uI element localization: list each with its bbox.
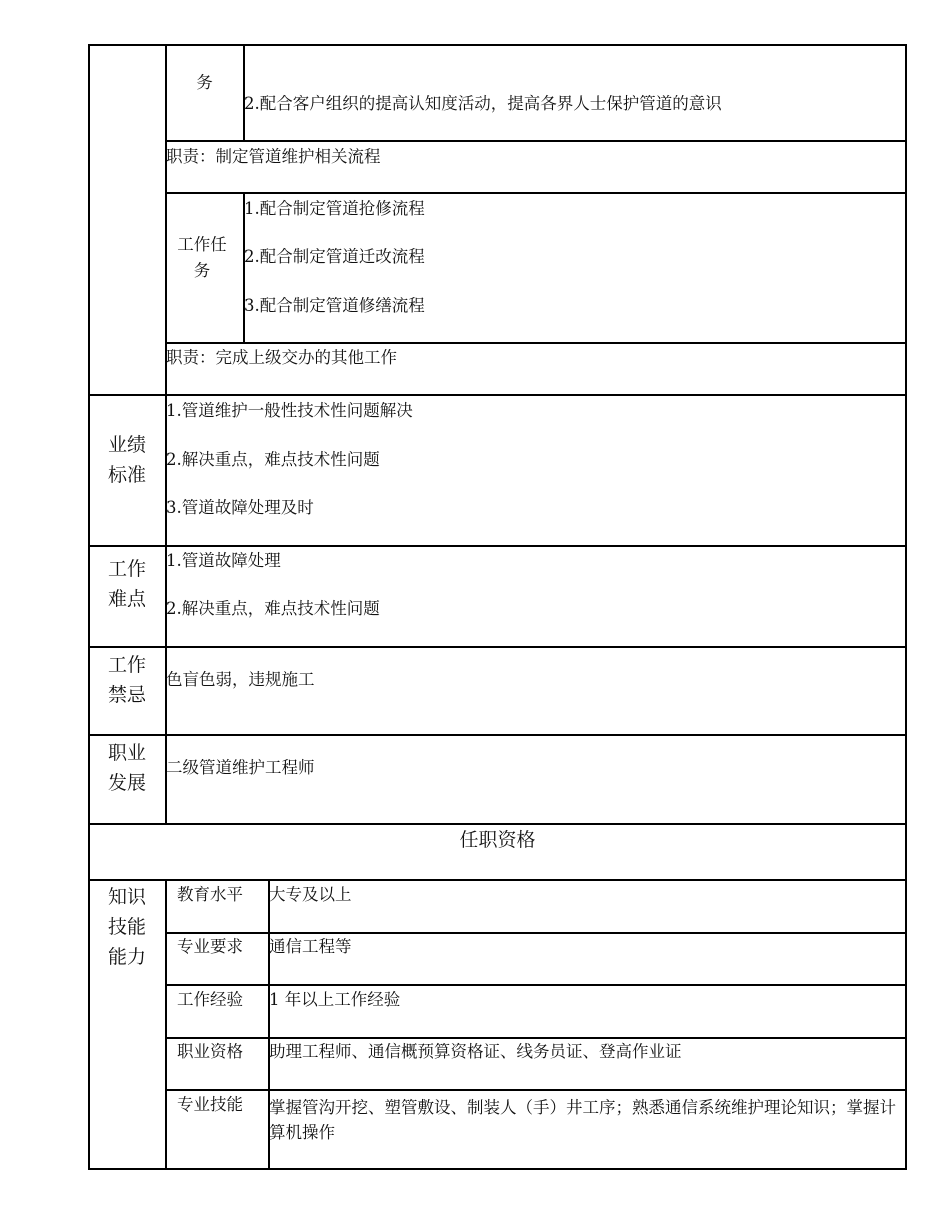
qual-row-value: 掌握管沟开挖、塑管敷设、制装人（手）井工序；熟悉通信系统维护理论知识；掌握计算机操作	[269, 1098, 896, 1142]
section-divider	[88, 879, 907, 881]
qual-row-name: 专业要求	[177, 937, 243, 956]
task-item: 1.配合制定管道抢修流程	[244, 199, 425, 218]
section-divider	[88, 646, 907, 648]
table-border-right	[905, 44, 907, 1169]
career-label: 职业发展	[107, 742, 146, 794]
qual-row-name: 专业技能	[177, 1095, 243, 1114]
table-border-top	[88, 44, 907, 46]
performance-label: 业绩标准	[107, 434, 146, 486]
task-item: 2.配合制定管道迁改流程	[244, 247, 425, 266]
qual-row-value: 助理工程师、通信概预算资格证、线务员证、登高作业证	[269, 1042, 682, 1061]
taboo-label: 工作禁忌	[107, 654, 146, 706]
row-divider	[165, 342, 907, 344]
section-title: 任职资格	[459, 829, 536, 851]
task-label-divider-1	[243, 44, 245, 140]
section-divider	[88, 394, 907, 396]
performance-item: 2.解决重点，难点技术性问题	[166, 450, 380, 469]
qual-row-value: 大专及以上	[269, 885, 352, 904]
duty-heading: 职责：制定管道维护相关流程	[166, 147, 381, 166]
row-divider	[165, 984, 907, 986]
row-divider	[165, 932, 907, 934]
qual-row-value: 1 年以上工作经验	[269, 990, 401, 1009]
row-divider	[165, 1037, 907, 1039]
section-divider	[88, 545, 907, 547]
difficulty-item: 2.解决重点，难点技术性问题	[166, 599, 380, 618]
task-label-tail: 务	[196, 73, 213, 92]
row-divider	[165, 192, 907, 194]
performance-item: 1.管道维护一般性技术性问题解决	[166, 401, 413, 420]
qualification-label: 知识技能能力	[107, 886, 146, 968]
task-item: 2.配合客户组织的提高认知度活动，提高各界人士保护管道的意识	[244, 94, 722, 113]
taboo-value: 色盲色弱，违规施工	[166, 670, 315, 689]
section-divider	[88, 734, 907, 736]
job-description-table	[88, 44, 907, 1169]
row-divider	[165, 140, 907, 142]
qual-row-name: 工作经验	[177, 990, 243, 1009]
section-divider	[88, 823, 907, 825]
qual-row-name: 职业资格	[177, 1042, 243, 1061]
career-value: 二级管道维护工程师	[166, 758, 315, 777]
qual-row-name: 教育水平	[177, 885, 243, 904]
difficulty-label: 工作难点	[107, 558, 146, 610]
task-item: 3.配合制定管道修缮流程	[244, 296, 425, 315]
table-border-bottom	[88, 1168, 907, 1170]
row-divider	[165, 1089, 907, 1091]
difficulty-item: 1.管道故障处理	[166, 551, 281, 570]
duty-heading: 职责：完成上级交办的其他工作	[166, 348, 397, 367]
performance-item: 3.管道故障处理及时	[166, 498, 314, 517]
task-label: 工作任务	[177, 235, 227, 280]
qual-row-value: 通信工程等	[269, 937, 352, 956]
